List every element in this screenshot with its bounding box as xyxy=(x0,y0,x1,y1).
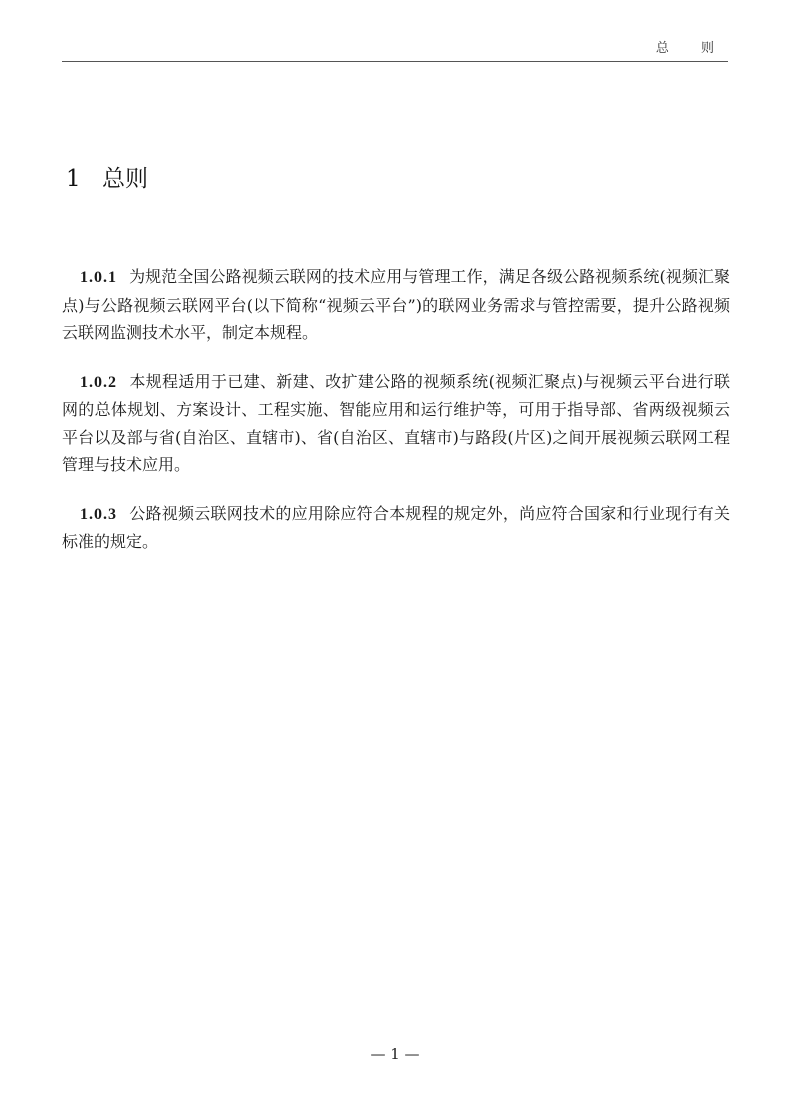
clause-text: 公路视频云联网技术的应用除应符合本规程的规定外，尚应符合国家和行业现行有关标准的规定。 xyxy=(62,503,730,551)
clause-list xyxy=(62,263,730,577)
clause-number: 1.0.3 xyxy=(80,505,117,523)
clause-number: 1.0.2 xyxy=(80,373,117,391)
running-header: 总 则 xyxy=(655,41,728,56)
clause-text: 本规程适用于已建、新建、改扩建公路的视频系统(视频汇聚点)与视频云平台进行联网的总体规划、方案设计、工程实施、智能应用和运行维护等，可用于指导部、省两级视频云平台以及部与省(自治区、直辖市)、省(自治区、直辖市)与路段(片区)之间开展视频云联网工程管理与技术应用。 xyxy=(62,371,730,474)
clause-1-0-3 xyxy=(62,500,730,556)
chapter-title xyxy=(66,160,148,193)
clause-number: 1.0.1 xyxy=(80,269,117,286)
clause-1-0-1 xyxy=(62,263,730,347)
page-number: — 1 — xyxy=(370,1045,420,1063)
chapter-number: 1 xyxy=(66,166,81,192)
clause-1-0-2 xyxy=(62,368,730,479)
header-rule xyxy=(62,61,728,62)
chapter-title-text: 总则 xyxy=(102,166,148,192)
clause-text: 为规范全国公路视频云联网的技术应用与管理工作，满足各级公路视频系统(视频汇聚点)与公路视频云联网平台(以下简称“视频云平台”)的联网业务需求与管控需要，提升公路视频云联网监测技术水平，制定本规程。 xyxy=(62,267,730,342)
